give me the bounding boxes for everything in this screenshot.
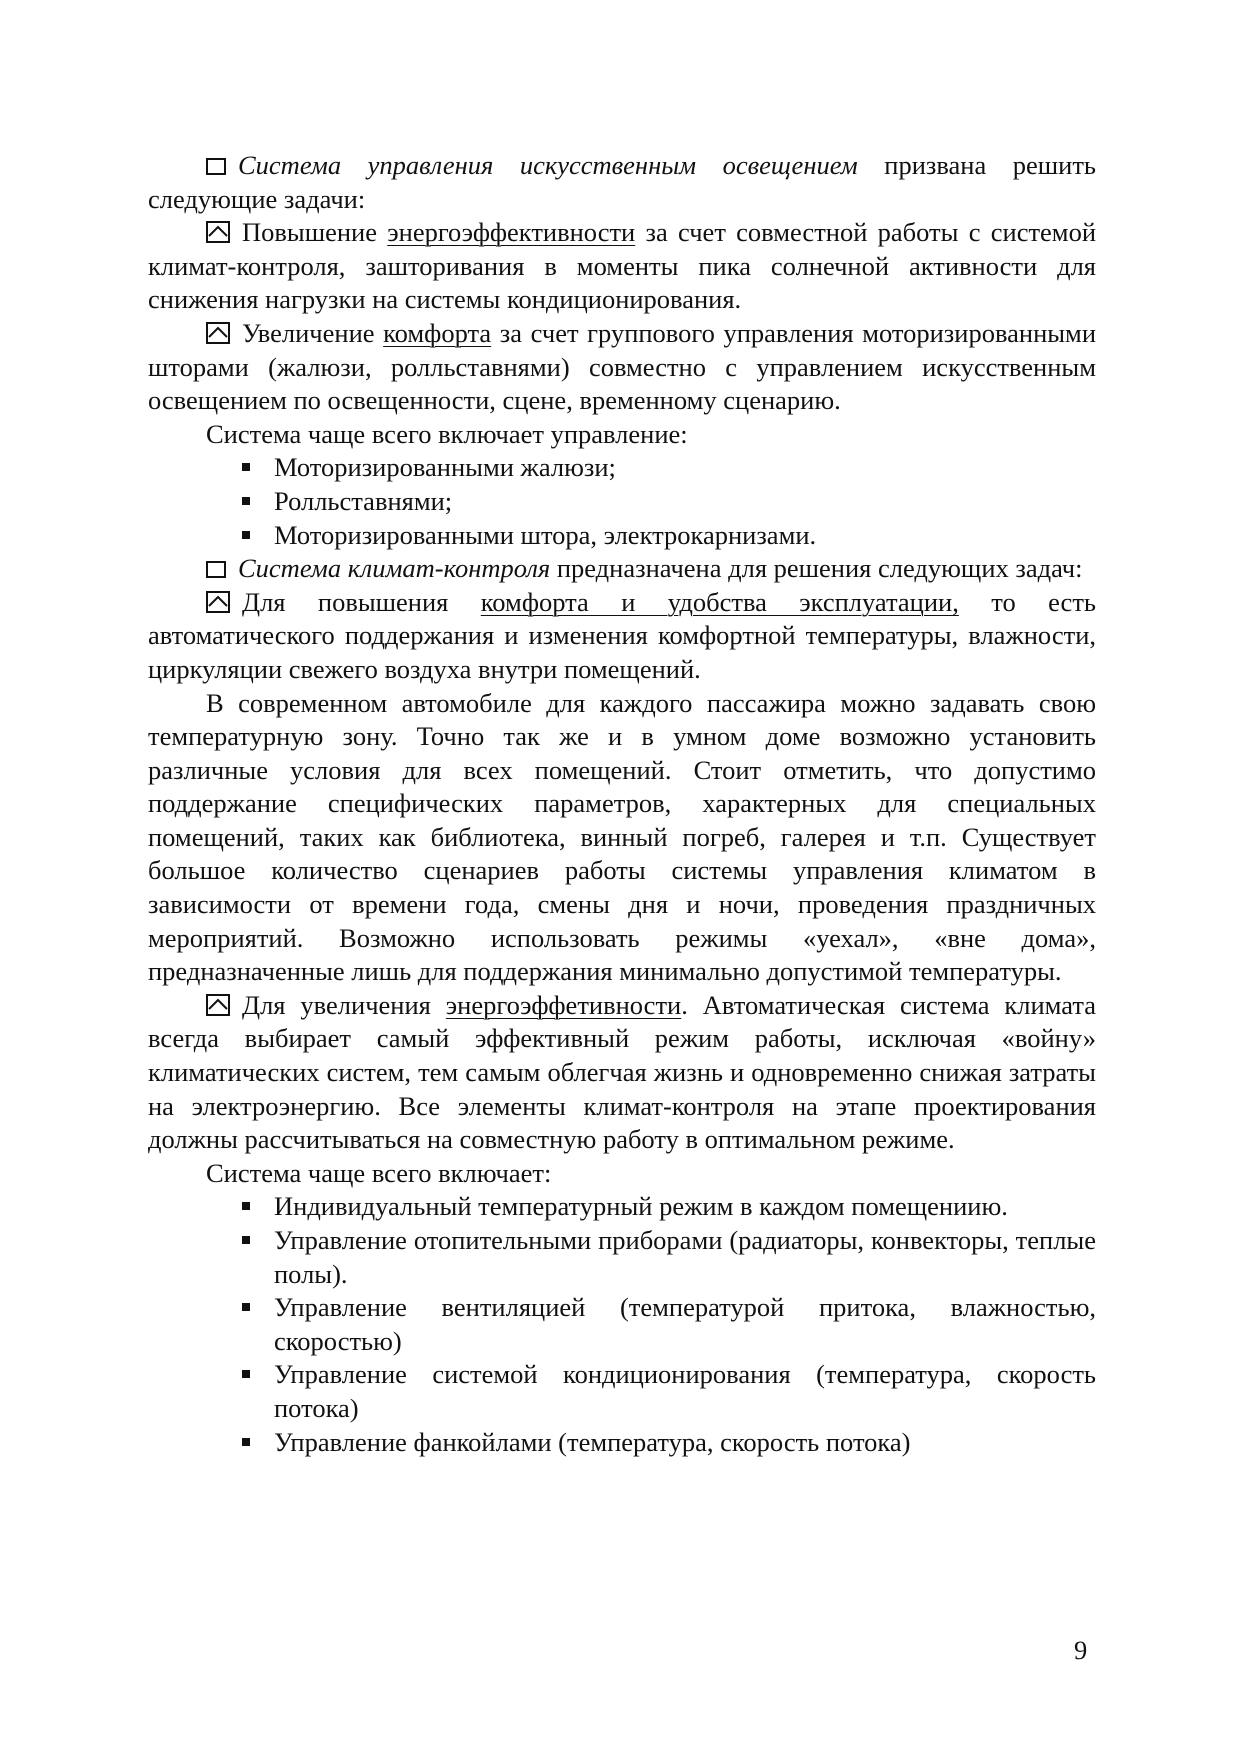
list-item-text: Моторизированными жалюзи; [274, 452, 616, 483]
paragraph-automobile: В современном автомобиле для каждого пассажира можно задавать свою температурную зону. Точно так же и в умном доме возможно установить различные условия для всех помещений. Стоит отметить, что допустимо поддержание специфических параметров, характерных для специальных помещений, таких как библиотека, винный погреб, галерея и т.п. Существует большое количество сценариев работы системы управления климатом в зависимости от времени года, смены дня и ночи, проведения праздничных мероприятий. Возможно использовать режимы «уехал», «вне дома», предназначенные лишь для поддержания минимально допустимой температуры. [148, 687, 1096, 987]
list-item [242, 1190, 1096, 1224]
bullet-icon [242, 1303, 250, 1311]
paragraph-text: то есть автоматического поддержания и изменения комфортной температуры, влажности, циркуляции свежего воздуха внутри помещений. [148, 586, 1096, 684]
checkbox-empty-icon [206, 561, 226, 578]
bullet-icon [242, 1438, 250, 1446]
paragraph-energy-efficiency [148, 216, 1096, 317]
paragraph-text: призвана решить следующие задачи: [148, 150, 1096, 214]
bullet-icon [242, 463, 250, 471]
paragraph-text: предназначена для решения следующих задач: [550, 553, 1083, 584]
list-item [242, 485, 1096, 519]
paragraph-text: Для повышения [242, 586, 481, 617]
list-item [242, 1291, 1096, 1358]
page-content [148, 149, 1096, 1459]
checkbox-checked-icon [206, 322, 230, 344]
list-item [242, 519, 1096, 553]
list-item [242, 1224, 1096, 1291]
bullet-icon [242, 1202, 250, 1210]
bullet-icon [242, 531, 250, 539]
paragraph-climate-system [148, 552, 1096, 586]
list-item-text: Управление системой кондиционирования (температура, скорость потока) [274, 1359, 1096, 1423]
list-item [242, 1426, 1096, 1460]
term-climate-system: Система климат-контроля [238, 553, 551, 584]
list-item-text: Ролльставнями; [274, 485, 453, 516]
list-item-text: Моторизированными штора, электрокарнизами. [274, 519, 817, 550]
bullet-icon [242, 497, 250, 505]
paragraph-energy-efficiency-climate [148, 989, 1096, 1157]
paragraph-system-includes-control: Система чаще всего включает управление: [206, 418, 688, 449]
paragraph-text: Увеличение [242, 317, 384, 348]
list-item [242, 451, 1096, 485]
bullet-icon [242, 1370, 250, 1378]
term-lighting-system: Система управления искусственным освещением [238, 150, 858, 180]
paragraph-text: Повышение [242, 217, 388, 248]
underlined-term: энергоэффективности [387, 217, 636, 248]
checkbox-checked-icon [206, 221, 230, 243]
paragraph-text: Для увеличения [242, 989, 446, 1020]
checkbox-checked-icon [206, 591, 230, 613]
paragraph-comfort [148, 317, 1096, 418]
list-item [242, 1358, 1096, 1425]
paragraph-text: за счет группового управления моторизированными шторами (жалюзи, ролльставнями) совместно с управлением искусственным освещением по освещенности, сцене, временному сценарию. [148, 317, 1097, 416]
checkbox-checked-icon [206, 994, 230, 1016]
bullet-list-climate [242, 1190, 1096, 1459]
bullet-icon [242, 1236, 250, 1244]
paragraph-text: за счет совместной работы с системой климат-контроля, зашторивания в моменты пика солнечной активности для снижения нагрузки на системы кондиционирования. [148, 217, 1096, 315]
list-item-text: Индивидуальный температурный режим в каждом помещениию. [274, 1191, 1008, 1222]
list-item-text: Управление отопительными приборами (радиаторы, конвекторы, теплые полы). [274, 1225, 1096, 1289]
paragraph-lighting-system [148, 149, 1096, 216]
bullet-list-blinds [242, 451, 1096, 552]
paragraph-comfort-usability [148, 586, 1096, 687]
page-number: 9 [1074, 1635, 1088, 1665]
paragraph-system-includes: Система чаще всего включает: [206, 1157, 552, 1188]
paragraph-text: . Автоматическая система климата всегда выбирает самый эффективный режим работы, исключая «войну» климатических систем, тем самым облегчая жизнь и одновременно снижая затраты на электроэнергию. Все элементы климат-контроля на этапе проектирования должны рассчитываться на совместную работу в оптимальном режиме. [148, 989, 1097, 1155]
underlined-term: комфорта [383, 317, 492, 348]
underlined-term: энергоэффетивности [445, 989, 682, 1020]
list-item-text: Управление вентиляцией (температурой притока, влажностью, скоростью) [274, 1292, 1096, 1356]
checkbox-empty-icon [206, 158, 226, 175]
list-item-text: Управление фанкойлами (температура, скорость потока) [274, 1426, 911, 1457]
underlined-term: комфорта и удобства эксплуатации, [480, 586, 959, 617]
